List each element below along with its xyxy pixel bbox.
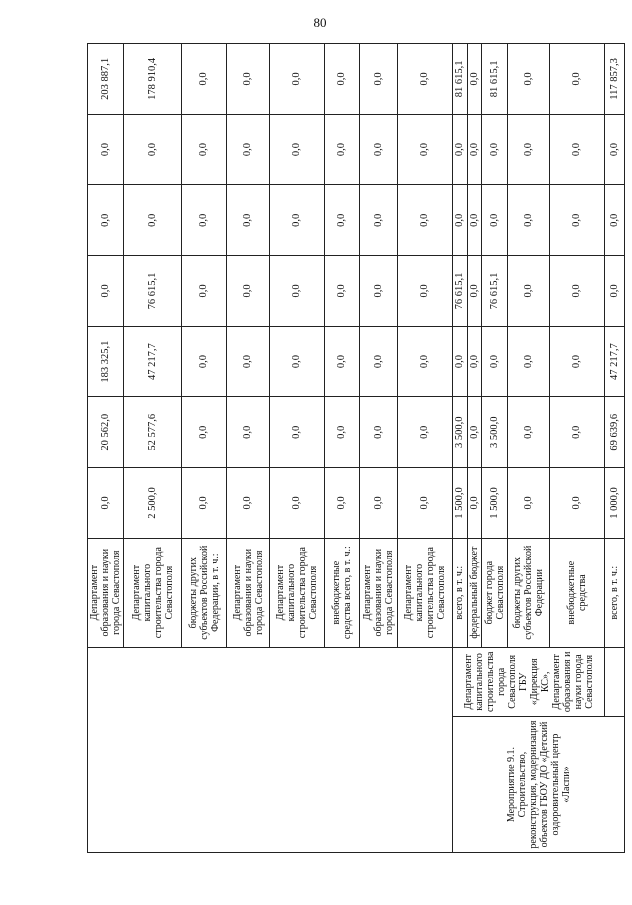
value-cell: 0,0 <box>182 397 227 468</box>
value-cell: 183 325,1 <box>88 326 124 397</box>
value-cell: 0,0 <box>227 256 270 327</box>
value-cell: 0,0 <box>325 44 360 115</box>
value-cell: 0,0 <box>182 468 227 539</box>
value-cell: 0,0 <box>182 326 227 397</box>
value-cell: 0,0 <box>360 44 398 115</box>
source-cell: внебюджетные средства <box>550 538 605 647</box>
source-cell: всего, в т. ч.: <box>453 538 468 647</box>
source-cell: бюджеты других субъектов Российской Федерации <box>508 538 550 647</box>
budget-table <box>87 43 625 853</box>
value-cell: 203 887,1 <box>88 44 124 115</box>
value-cell: 0,0 <box>227 326 270 397</box>
source-cell: внебюджетные средства всего, в т. ч.: <box>325 538 360 647</box>
value-cell: 0,0 <box>605 185 625 256</box>
value-cell: 20 562,0 <box>88 397 124 468</box>
value-cell: 0,0 <box>482 326 508 397</box>
value-cell: 0,0 <box>550 185 605 256</box>
value-cell: 0,0 <box>182 114 227 185</box>
value-cell: 76 615,1 <box>453 256 468 327</box>
table-row <box>453 44 468 853</box>
value-cell: 0,0 <box>508 397 550 468</box>
source-cell: Департамент капитального строительства города Севастополя <box>398 538 453 647</box>
value-cell: 0,0 <box>467 468 482 539</box>
value-cell: 2 500,0 <box>124 468 182 539</box>
value-cell: 69 639,6 <box>605 397 625 468</box>
measure-title: Мероприятие 9.1. Строительство, реконструкция, модернизация объектов ГБОУ ДО «Детский оздоровительный центр «Ласпи» <box>453 717 625 853</box>
value-cell: 0,0 <box>182 44 227 115</box>
value-cell: 0,0 <box>270 185 325 256</box>
value-cell: 81 615,1 <box>453 44 468 115</box>
value-cell: 0,0 <box>227 185 270 256</box>
source-cell: Департамент образования и науки города Севастополя <box>360 538 398 647</box>
value-cell: 0,0 <box>453 185 468 256</box>
value-cell: 0,0 <box>467 114 482 185</box>
value-cell: 0,0 <box>398 44 453 115</box>
value-cell: 0,0 <box>325 114 360 185</box>
value-cell: 0,0 <box>398 185 453 256</box>
value-cell: 0,0 <box>508 468 550 539</box>
budget-table-page <box>87 43 621 853</box>
value-cell: 76 615,1 <box>482 256 508 327</box>
source-cell: всего, в т. ч.: <box>605 538 625 647</box>
value-cell: 0,0 <box>360 185 398 256</box>
value-cell: 0,0 <box>325 256 360 327</box>
value-cell: 0,0 <box>227 397 270 468</box>
value-cell: 0,0 <box>270 468 325 539</box>
value-cell: 0,0 <box>605 114 625 185</box>
value-cell: 0,0 <box>270 114 325 185</box>
value-cell: 3 500,0 <box>453 397 468 468</box>
value-cell: 1 500,0 <box>482 468 508 539</box>
value-cell: 0,0 <box>270 326 325 397</box>
value-cell: 0,0 <box>482 114 508 185</box>
page-number: 80 <box>313 15 327 30</box>
source-cell: Департамент образования и науки города Севастополя <box>88 538 124 647</box>
value-cell: 3 500,0 <box>482 397 508 468</box>
value-cell: 47 217,7 <box>124 326 182 397</box>
value-cell: 0,0 <box>508 44 550 115</box>
value-cell: 0,0 <box>88 468 124 539</box>
value-cell: 0,0 <box>398 468 453 539</box>
source-cell: федеральный бюджет <box>467 538 482 647</box>
rotated-table-container <box>87 43 621 853</box>
value-cell: 0,0 <box>325 185 360 256</box>
value-cell: 0,0 <box>88 114 124 185</box>
source-cell: Департамент капитального строительства города Севастополя <box>270 538 325 647</box>
value-cell: 0,0 <box>398 114 453 185</box>
source-cell: бюджет города Севастополя <box>482 538 508 647</box>
value-cell: 0,0 <box>467 256 482 327</box>
value-cell: 0,0 <box>550 114 605 185</box>
value-cell: 0,0 <box>467 397 482 468</box>
value-cell: 0,0 <box>508 326 550 397</box>
value-cell: 0,0 <box>398 256 453 327</box>
table-row <box>88 44 124 853</box>
value-cell: 0,0 <box>360 326 398 397</box>
value-cell: 0,0 <box>398 326 453 397</box>
value-cell: 0,0 <box>398 397 453 468</box>
value-cell: 0,0 <box>182 256 227 327</box>
value-cell: 0,0 <box>325 397 360 468</box>
empty-upper-cell <box>88 647 453 852</box>
value-cell: 0,0 <box>453 114 468 185</box>
value-cell: 0,0 <box>467 44 482 115</box>
value-cell: 0,0 <box>227 468 270 539</box>
value-cell: 117 857,3 <box>605 44 625 115</box>
value-cell: 0,0 <box>467 185 482 256</box>
value-cell: 0,0 <box>550 397 605 468</box>
value-cell: 81 615,1 <box>482 44 508 115</box>
value-cell: 0,0 <box>124 185 182 256</box>
value-cell: 0,0 <box>270 397 325 468</box>
value-cell: 0,0 <box>360 397 398 468</box>
value-cell: 0,0 <box>508 185 550 256</box>
value-cell: 178 910,4 <box>124 44 182 115</box>
value-cell: 0,0 <box>270 44 325 115</box>
value-cell: 0,0 <box>360 114 398 185</box>
value-cell: 0,0 <box>482 185 508 256</box>
value-cell: 0,0 <box>88 256 124 327</box>
value-cell: 52 577,6 <box>124 397 182 468</box>
source-cell: Департамент образования и науки города Севастополя <box>227 538 270 647</box>
value-cell: 0,0 <box>360 256 398 327</box>
value-cell: 0,0 <box>508 256 550 327</box>
value-cell: 47 217,7 <box>605 326 625 397</box>
source-cell: Департамент капитального строительства города Севастополя <box>124 538 182 647</box>
value-cell: 1 000,0 <box>605 468 625 539</box>
value-cell: 0,0 <box>550 468 605 539</box>
empty-executor-cell <box>605 647 625 717</box>
value-cell: 0,0 <box>550 44 605 115</box>
value-cell: 0,0 <box>270 256 325 327</box>
value-cell: 0,0 <box>605 256 625 327</box>
value-cell: 0,0 <box>467 326 482 397</box>
value-cell: 0,0 <box>227 114 270 185</box>
value-cell: 0,0 <box>453 326 468 397</box>
value-cell: 1 500,0 <box>453 468 468 539</box>
value-cell: 0,0 <box>325 468 360 539</box>
value-cell: 0,0 <box>182 185 227 256</box>
value-cell: 76 615,1 <box>124 256 182 327</box>
value-cell: 0,0 <box>360 468 398 539</box>
value-cell: 0,0 <box>508 114 550 185</box>
value-cell: 0,0 <box>124 114 182 185</box>
value-cell: 0,0 <box>550 256 605 327</box>
value-cell: 0,0 <box>325 326 360 397</box>
executors-cell: Департамент капитального строительства города Севастополя ГБУ «Дирекция КС», Департамент образования и науки города Севастополя <box>453 647 605 717</box>
value-cell: 0,0 <box>227 44 270 115</box>
value-cell: 0,0 <box>550 326 605 397</box>
value-cell: 0,0 <box>88 185 124 256</box>
source-cell: бюджеты других субъектов Российской Федерации, в т. ч.: <box>182 538 227 647</box>
